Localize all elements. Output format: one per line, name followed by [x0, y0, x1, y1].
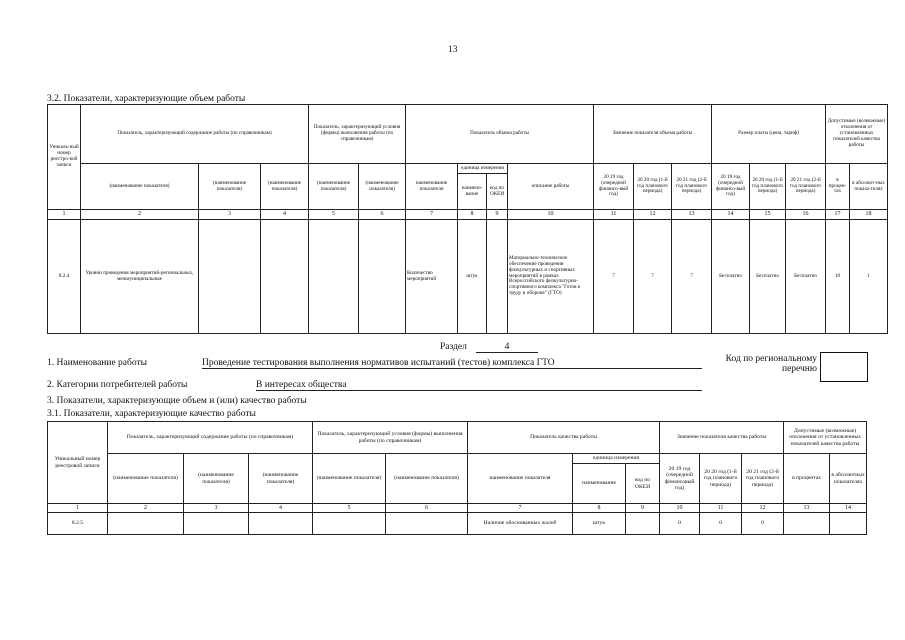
col-num: 3 [199, 210, 261, 220]
hdr-conditions: Показатель, характеризующий условия (формы) выполнения работы (по справочникам) [309, 105, 406, 164]
hdr-y1: 20 19 год (очередной финансо-вый год) [594, 164, 634, 210]
q-hdr-y1: 20 19 год (очередной финансовый год) [660, 454, 700, 504]
consumers-value: В интересах общества [256, 380, 702, 391]
col-num: 11 [594, 210, 634, 220]
q-hdr-sub: (наименование показателя) [386, 454, 468, 504]
hdr-f2: 20 20 год (1-й год планового периода) [750, 164, 786, 210]
indicators-title: 3. Показатели, характеризующие объем и (или) качество работы [47, 396, 307, 406]
hdr-sub: (наименование показателя) [359, 164, 406, 210]
hdr-y3: 20 21 год (2-й год планового периода) [672, 164, 712, 210]
q-col-num: 10 [660, 504, 700, 513]
row-description: Материально-техническое обеспечение проведения физкультурных и спортивных мероприятий в рамках Всероссийского физкультурно-спортивного комплекса "Готов к труду и обороне" (ГТО) [508, 220, 594, 334]
row-unit: штук [458, 220, 487, 334]
q-hdr-conditions: Показатель, характеризующий условия (формы) выполнения работы (по справочникам) [313, 422, 468, 454]
col-num: 18 [850, 210, 888, 220]
col-num: 10 [508, 210, 594, 220]
hdr-abs: в абсолют-ных показа-телях [850, 164, 888, 210]
q-hdr-abs: в абсолютных показателях [830, 454, 867, 504]
hdr-deviations: Допустимые (возможные) отклонения от установленных показателей качества работы [826, 105, 888, 164]
work-name-value: Проведение тестирования выполнения нормативов испытаний (тестов) комплекса ГТО [202, 358, 702, 369]
section-32-title: 3.2. Показатели, характеризующие объем работы [47, 94, 246, 104]
region-code-line1: Код по региональному [725, 354, 817, 364]
col-num: 4 [261, 210, 309, 220]
row-indicator: Количество мероприятий [406, 220, 458, 334]
hdr-sub: (наименование показателя) [199, 164, 261, 210]
q-col-num: 8 [573, 504, 626, 513]
q-hdr-pct: в процентах [784, 454, 830, 504]
q-row-unit: штук [573, 513, 626, 535]
col-num: 5 [309, 210, 359, 220]
q-hdr-sub: (наименование показателя) [249, 454, 313, 504]
q-col-num: 7 [468, 504, 573, 513]
row-value-1: 7 [594, 220, 634, 334]
hdr-f1: 20 19 год (очередной финансо-вый год) [712, 164, 750, 210]
row-value-2: 7 [634, 220, 672, 334]
volume-table [47, 104, 888, 334]
hdr-okei: код по ОКЕИ [487, 174, 508, 210]
section-number: 4 [476, 342, 538, 353]
q-hdr-quality: Показатель качества работы [468, 422, 660, 454]
q-hdr-unit: единица измерения [573, 454, 660, 464]
row-dev-abs: 1 [850, 220, 888, 334]
consumers-label: 2. Категории потребителей работы [47, 380, 188, 390]
q-hdr-ind-name: наименование показателя [468, 454, 573, 504]
col-num: 1 [48, 210, 81, 220]
q-col-num: 14 [830, 504, 867, 513]
col-num: 12 [634, 210, 672, 220]
q-hdr-sub: (наименование показателя) [184, 454, 249, 504]
q-hdr-okei: код по ОКЕИ [626, 464, 660, 504]
hdr-unit: единица измерения [458, 164, 508, 174]
col-num: 7 [406, 210, 458, 220]
hdr-volume: Показатель объема работы [406, 105, 594, 164]
region-code-line2: перечню [782, 364, 817, 374]
q-hdr-unit-name: наименование [573, 464, 626, 504]
col-num: 9 [487, 210, 508, 220]
q-col-num: 6 [386, 504, 468, 513]
col-num: 8 [458, 210, 487, 220]
row-dev-pct: 10 [826, 220, 850, 334]
q-hdr-sub: (наименование показателя) [108, 454, 184, 504]
q-hdr-y3: 20 21 год (2-й год планового периода) [742, 454, 784, 504]
hdr-ind-name: наименование показателя [406, 164, 458, 210]
hdr-y2: 20 20 год (1-й год планового периода) [634, 164, 672, 210]
q-col-num: 4 [249, 504, 313, 513]
q-col-num: 9 [626, 504, 660, 513]
hdr-sub: (наименование показателя) [81, 164, 199, 210]
q-col-num: 5 [313, 504, 386, 513]
section-31-title: 3.1. Показатели, характеризующие качество работы [47, 409, 256, 419]
page-number: 13 [448, 45, 458, 55]
q-hdr-values: Значение показателя качества работы [660, 422, 784, 454]
row-id: 8.2.4 [48, 220, 81, 334]
work-name-label: 1. Наименование работы [47, 358, 148, 368]
q-col-num: 13 [784, 504, 830, 513]
hdr-fee: Размер платы (цена, тариф) [712, 105, 826, 164]
col-num: 17 [826, 210, 850, 220]
hdr-content: Показатель, характеризующий содержание работы (по справочникам) [81, 105, 309, 164]
col-num: 16 [786, 210, 826, 220]
row-fee-2: Бесплатно [750, 220, 786, 334]
q-row-value-2: 0 [700, 513, 742, 535]
col-num: 13 [672, 210, 712, 220]
region-code-box [820, 352, 868, 382]
region-code-label [712, 354, 817, 374]
q-hdr-sub: (наименование показателя) [313, 454, 386, 504]
q-hdr-content: Показатель, характеризующий содержание работы (по справочникам) [108, 422, 313, 454]
q-row-value-1: 0 [660, 513, 700, 535]
hdr-unit-name: наимено-вание [458, 174, 487, 210]
q-row-id: 8.2.5 [48, 513, 108, 535]
q-hdr-y2: 20 20 год (1-й год планового периода) [700, 454, 742, 504]
row-fee-3: Бесплатно [786, 220, 826, 334]
q-col-num: 11 [700, 504, 742, 513]
hdr-f3: 20 21 год (2-й год планового периода) [786, 164, 826, 210]
q-hdr-deviations: Допустимые (возможные) отклонения от установленных показателей качества работы [784, 422, 867, 454]
hdr-pct: в процен-тах [826, 164, 850, 210]
q-hdr-unique: Уникальный номер реестровой записи [48, 422, 108, 504]
q-col-num: 1 [48, 504, 108, 513]
row-value-3: 7 [672, 220, 712, 334]
hdr-sub: (наименование показателя) [261, 164, 309, 210]
q-row-indicator: Наличие обоснованных жалоб [468, 513, 573, 535]
q-col-num: 2 [108, 504, 184, 513]
row-fee-1: Бесплатно [712, 220, 750, 334]
row-content: Уровни проведения мероприятий-региональных, межмуниципальные [81, 220, 199, 334]
q-col-num: 3 [184, 504, 249, 513]
hdr-values: Значение показателя объема работы [594, 105, 712, 164]
quality-table [47, 421, 867, 535]
q-row-value-3: 0 [742, 513, 784, 535]
col-num: 6 [359, 210, 406, 220]
col-num: 15 [750, 210, 786, 220]
col-num: 14 [712, 210, 750, 220]
q-col-num: 12 [742, 504, 784, 513]
col-num: 2 [81, 210, 199, 220]
hdr-desc: описание работы [508, 164, 594, 210]
hdr-unique: Уникаль-ный номер реестро-вой записи [48, 105, 81, 210]
section-label: Раздел [440, 342, 467, 352]
hdr-sub: (наименование показателя) [309, 164, 359, 210]
